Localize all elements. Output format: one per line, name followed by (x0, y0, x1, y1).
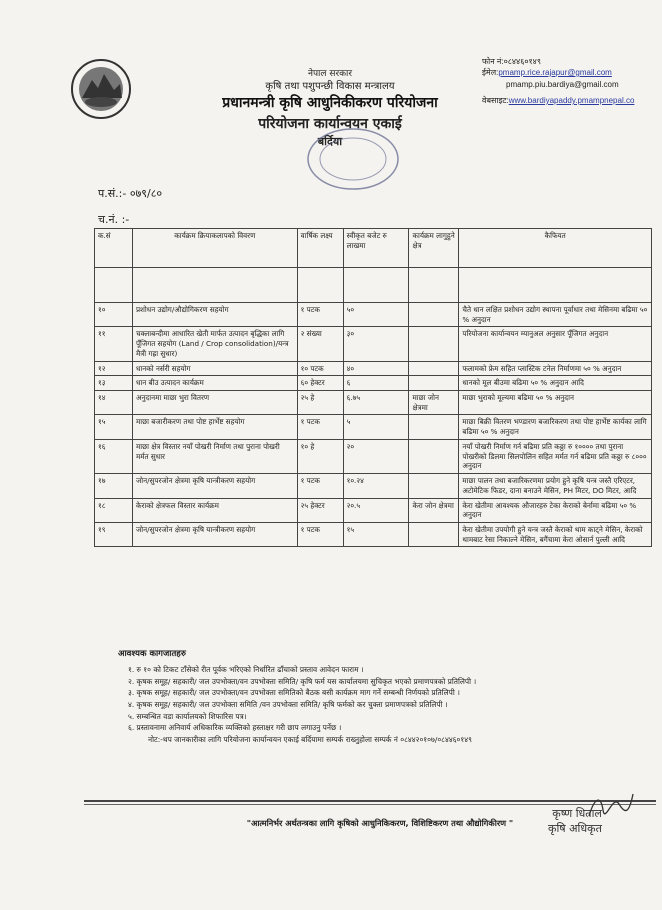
row-area (409, 474, 459, 498)
row-sn: १५ (95, 415, 133, 439)
row-remarks: फलामको फ्रेम सहित प्लास्टिक टनेल निर्माणमा ५० % अनुदान (459, 361, 652, 376)
row-description: प्रशोधन उद्योग/औद्योगिकरण सहयोग (132, 303, 297, 327)
row-budget: १५ (343, 522, 409, 546)
table-spacer-row (95, 268, 652, 303)
required-documents-title: आवश्यक कागजातहरु (118, 649, 186, 659)
table-row (95, 361, 652, 376)
row-budget: २० (343, 439, 409, 473)
signatory-name: कृष्ण धिताल (552, 807, 602, 820)
row-budget: ४० (343, 361, 409, 376)
email-label: ईमेल: (482, 68, 499, 77)
list-item: ६. प्रस्तावनामा अनिवार्य अधिकारिक व्यक्तिको हस्ताक्षर गरी छाप लगाउनु पर्नेछ । (128, 723, 342, 733)
row-area (409, 415, 459, 439)
header-remarks: कैफियत (459, 229, 652, 268)
list-item: १. रु १० को टिकट टाँसेको रीत पूर्वक भरिएको निर्धारित ढाँचाको प्रस्ताव आवेदन फाराम । (128, 665, 364, 674)
row-area (409, 522, 459, 546)
header-sn: क.सं (95, 229, 133, 268)
footnote: नोट:-थप जानकारीका लागि परियोजना कार्यान्वयन एकाई बर्दियामा सम्पर्क राख्नुहोला सम्पर्क नं ०८४४२०१०७/०८४४६०१४९ (148, 735, 472, 745)
row-sn: १४ (95, 391, 133, 415)
signatory-block (548, 806, 602, 836)
header-description: कार्यक्रम क्रियाकलापको विवरण (132, 229, 297, 268)
row-description: धानको नर्सरी सहयोग (132, 361, 297, 376)
table-row (95, 439, 652, 473)
row-area: केरा जोन क्षेत्रमा (409, 498, 459, 522)
header-target: वार्षिक लक्ष्य (297, 229, 343, 268)
row-sn: १२ (95, 361, 133, 376)
row-description: अनुदानमा माछा भुरा वितरण (132, 391, 297, 415)
list-item: ४. कृषक समूह/ सहकारी/ जल उपभोक्ता समिति /वन उपभोक्ता समिति/ कृषि फर्मको कर चुक्ता प्रमाणपत्रको प्रतिलिपी । (128, 700, 448, 710)
row-description: माछा क्षेत्र विस्तार नयाँ पोखरी निर्माण तथा पुराना पोखरी मर्मत सुधार (132, 439, 297, 473)
row-budget: ५ (343, 415, 409, 439)
row-remarks: केरा खेतीमा उपयोगी हुने यन्त्र जस्तै केराको थाम काट्ने मेसिन, केराको थामबाट रेसा निकाल्ने मेसिन, बगैंचामा केरा ओसार्न पुल्ली आदि (459, 522, 652, 546)
table-row (95, 474, 652, 498)
row-sn: १० (95, 303, 133, 327)
table-row (95, 327, 652, 361)
row-area (409, 376, 459, 391)
row-sn: १३ (95, 376, 133, 391)
government-title: नेपाल सरकार (307, 69, 353, 79)
row-area (409, 327, 459, 361)
row-sn: १८ (95, 498, 133, 522)
row-target: २५ हे (297, 391, 343, 415)
row-remarks: परियोजना कार्यान्वयन म्यानुअल अनुसार पूँजिगत अनुदान (459, 327, 652, 361)
row-sn: ११ (95, 327, 133, 361)
row-budget: ५० (343, 303, 409, 327)
district-title: बर्दिया (317, 135, 343, 148)
dispatch-number: च.नं. :- (98, 213, 130, 226)
row-area (409, 439, 459, 473)
email-link-2[interactable]: pmamp.piu.bardiya@gmail.com (506, 80, 619, 89)
row-area (409, 361, 459, 376)
row-target: १ पटक (297, 415, 343, 439)
phone-number: फोन नं:०८४४६०१४९ (482, 57, 542, 66)
row-target: २५ हेक्टर (297, 498, 343, 522)
divider (84, 804, 656, 805)
header-area: कार्यक्रम लागुहुने क्षेत्र (409, 229, 459, 268)
table-row (95, 391, 652, 415)
header-budget: स्वीकृत बजेट रु लाखमा (343, 229, 409, 268)
row-sn: १६ (95, 439, 133, 473)
row-budget: ६.७५ (343, 391, 409, 415)
nepal-emblem-icon (70, 58, 132, 120)
required-documents-list (128, 664, 662, 746)
office-stamp-icon (305, 126, 401, 192)
row-budget: २०.५ (343, 498, 409, 522)
table-row (95, 498, 652, 522)
table-row (95, 522, 652, 546)
row-remarks: चैते धान लक्षित प्रशोधन उद्योग स्थापना पूर्वाधार तथा मेसिनमा बढिमा ५० % अनुदान (459, 303, 652, 327)
signatory-title: कृषि अधिकृत (548, 822, 602, 835)
website-label: वेबसाइट: (482, 96, 509, 105)
row-description: केराको क्षेत्रफल विस्तार कार्यक्रम (132, 498, 297, 522)
row-target: १० पटक (297, 361, 343, 376)
row-target: १० हे (297, 439, 343, 473)
ministry-title: कृषि तथा पशुपन्छी विकास मन्त्रालय (265, 81, 395, 92)
row-remarks: माछा भुराको मूल्यमा बढिमा ५० % अनुदान (459, 391, 652, 415)
row-target: १ पटक (297, 474, 343, 498)
row-remarks: माछा बिक्री वितरण भण्डारण बजारिकरण तथा पोष्ट हार्भेष्ट कार्यका लागि बढिमा ५० % अनुदान (459, 415, 652, 439)
motto-text: "आत्मनिर्भर अर्थतन्त्रका लागि कृषिको आधुनिकिकरण, विशिष्टिकरण तथा औद्योगिकीरण " (246, 818, 514, 828)
email-link-1[interactable]: pmamp.rice.rajapur@gmail.com (498, 68, 612, 77)
reference-number: प.सं.:- ०७९/८० (98, 187, 163, 200)
row-description: धान बीउ उत्पादन कार्यक्रम (132, 376, 297, 391)
row-area (409, 303, 459, 327)
row-sn: १९ (95, 522, 133, 546)
row-sn: १७ (95, 474, 133, 498)
table-row (95, 415, 652, 439)
program-table (94, 228, 652, 547)
row-budget: १०.२४ (343, 474, 409, 498)
unit-title: परियोजना कार्यान्वयन एकाई (258, 116, 402, 132)
divider (84, 800, 656, 802)
row-description: माछा बजारीकरण तथा पोष्ट हार्भेष्ट सहयोग (132, 415, 297, 439)
row-remarks: केरा खेतीमा आवश्यक औजारहरु टेका केराको बेर्नामा बढिमा ५० % अनुदान (459, 498, 652, 522)
row-target: २ संख्या (297, 327, 343, 361)
table-row (95, 376, 652, 391)
website-link[interactable]: www.bardiyapaddy.pmampnepal.co (508, 96, 635, 105)
row-remarks: माछा पालन तथा बजारिकरणमा प्रयोग हुने कृषि यन्त्र जस्तै एरिएटर, अटोमेटिक फिडर, दाना बनाउने मेसिन, PH मिटर, DO मिटर, आदि (459, 474, 652, 498)
row-description: जोन/सुपरजोन क्षेत्रमा कृषि यान्त्रीकरण सहयोग (132, 474, 297, 498)
table-row (95, 303, 652, 327)
row-budget: ६ (343, 376, 409, 391)
project-title: प्रधानमन्त्री कृषि आधुनिकीकरण परियोजना (222, 95, 438, 111)
row-budget: ३० (343, 327, 409, 361)
list-item: ३. कृषक समूह/ सहकारी/ जल उपभोक्ता/वन उपभोक्ता समितिको बैठक बसी कार्यक्रम माग गर्ने सम्बन्धी निर्णयको प्रतिलिपी । (128, 688, 460, 698)
email-line-1 (482, 67, 612, 78)
row-remarks: नयाँ पोखरी निर्माण गर्न बढिमा प्रति कठ्ठा रु १०००० तथा पुराना पोखरीको डिलमा सिलपोलिन सहित मर्मत गर्न बढिमा प्रति कठ्ठा रु ८००० अनुदान (459, 439, 652, 473)
row-remarks: धानको मूल बीउमा बढिमा ५० % अनुदान आदि (459, 376, 652, 391)
row-target: ६० हेक्टर (297, 376, 343, 391)
row-target: १ पटक (297, 522, 343, 546)
row-description: चक्लाबन्दीमा आधारित खेती मार्फत उत्पादन बृद्धिका लागि पूँजिगत सहयोग (Land / Crop consolidation)/यन्त्र मैत्री गह्रा सुधार) (132, 327, 297, 361)
row-target: १ पटक (297, 303, 343, 327)
website-line (482, 95, 634, 106)
list-item: २. कृषक समूह/ सहकारी/ जल उपभोक्ता/वन उपभोक्ता समिति/ कृषि फर्म यस कार्यालयमा सुचिकृत भएको प्रमाणपत्रको प्रतिलिपी । (128, 676, 477, 686)
row-area: माछा जोन क्षेत्रमा (409, 391, 459, 415)
row-description: जोन/सुपरजोन क्षेत्रमा कृषि यान्त्रीकरण सहयोग (132, 522, 297, 546)
list-item: ५. सम्बन्धित वडा कार्यालयको शिफारिस पत्र। (128, 711, 247, 721)
table-header-row (95, 229, 652, 268)
